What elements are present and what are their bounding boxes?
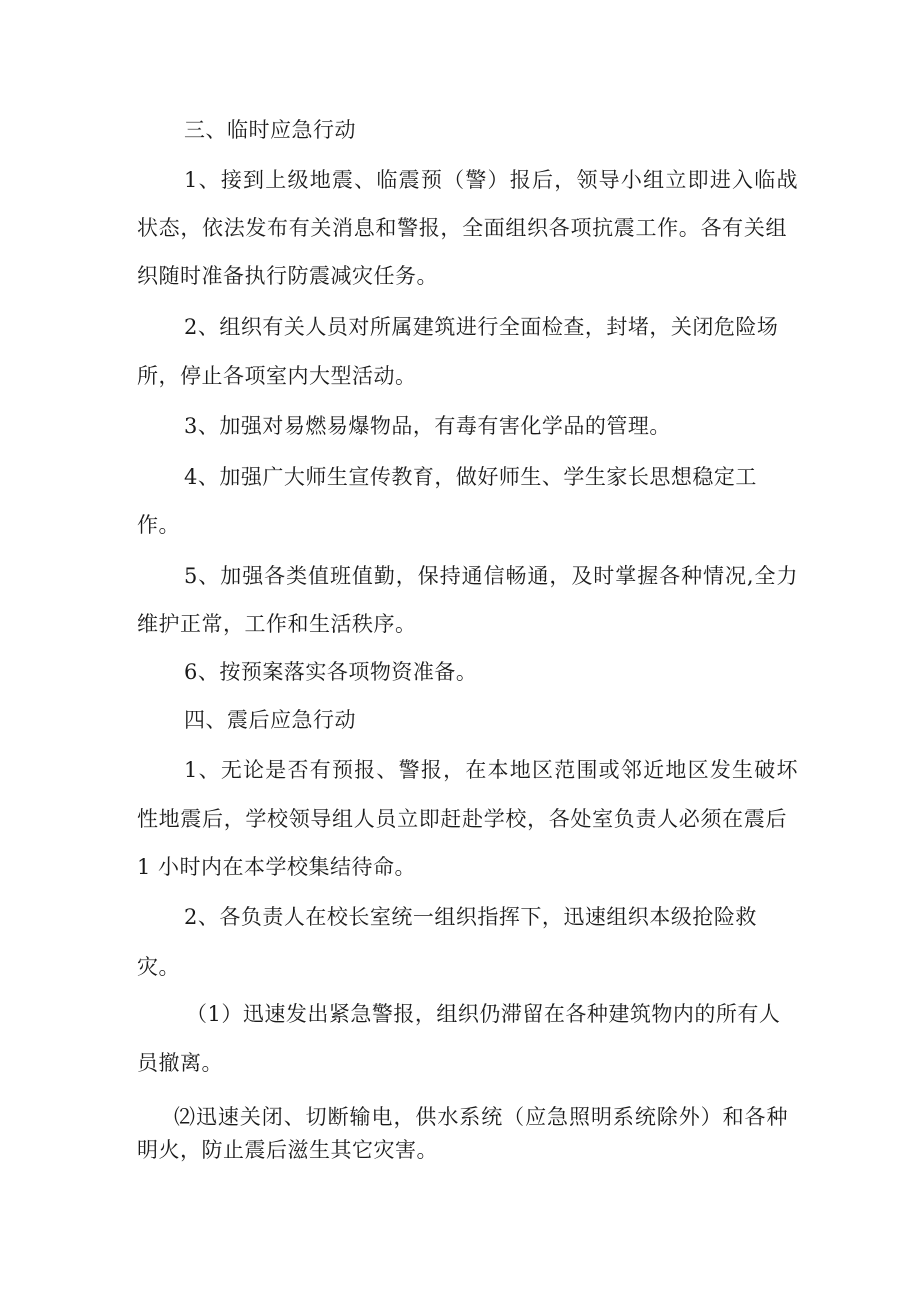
paragraph-3-5-line-1: 5、加强各类值班值勤，保持通信畅通，及时掌握各种情况,全力	[184, 564, 798, 588]
paragraph-3-3-line-1: 3、加强对易燃易爆物品，有毒有害化学品的管理。	[184, 414, 671, 438]
paragraph-3-1-line-1: 1、接到上级地震、临震预（警）报后，领导小组立即进入临战	[184, 168, 798, 192]
paragraph-3-6-line-1: 6、按预案落实各项物资准备。	[184, 660, 478, 684]
paragraph-4-3-line-2: 员撤离。	[137, 1051, 223, 1075]
paragraph-4-1-line-2: 性地震后，学校领导组人员立即赶赴学校，各处室负责人必须在震后	[137, 807, 787, 831]
paragraph-3-4-line-2: 作。	[137, 513, 180, 537]
paragraph-4-4-line-1: ⑵迅速关闭、切断输电，供水系统（应急照明系统除外）和各种	[174, 1105, 788, 1129]
paragraph-4-3-line-1: （1）迅速发出紧急警报，组织仍滞留在各种建筑物内的所有人	[186, 1002, 781, 1026]
paragraph-3-2-line-2: 所，停止各项室内大型活动。	[137, 364, 417, 388]
paragraph-3-4-line-1: 4、加强广大师生宣传教育，做好师生、学生家长思想稳定工	[184, 465, 757, 489]
paragraph-4-2-line-2: 灾。	[137, 955, 180, 979]
paragraph-3-5-line-2: 维护正常，工作和生活秩序。	[137, 612, 417, 636]
paragraph-3-2-line-1: 2、组织有关人员对所属建筑进行全面检查，封堵，关闭危险场	[184, 315, 779, 339]
paragraph-3-1-line-2: 状态，依法发布有关消息和警报，全面组织各项抗震工作。各有关组	[137, 216, 787, 240]
paragraph-3-1-line-3: 织随时准备执行防震减灾任务。	[137, 264, 438, 288]
section-heading-4: 四、震后应急行动	[184, 708, 356, 732]
paragraph-4-4-line-2: 明火，防止震后滋生其它灾害。	[137, 1138, 438, 1162]
section-heading-3: 三、临时应急行动	[184, 118, 356, 142]
paragraph-4-1-line-3: 1 小时内在本学校集结待命。	[137, 855, 417, 879]
paragraph-4-1-line-1: 1、无论是否有预报、警报，在本地区范围或邻近地区发生破坏	[184, 758, 798, 782]
paragraph-4-2-line-1: 2、各负责人在校长室统一组织指挥下，迅速组织本级抢险救	[184, 905, 757, 929]
